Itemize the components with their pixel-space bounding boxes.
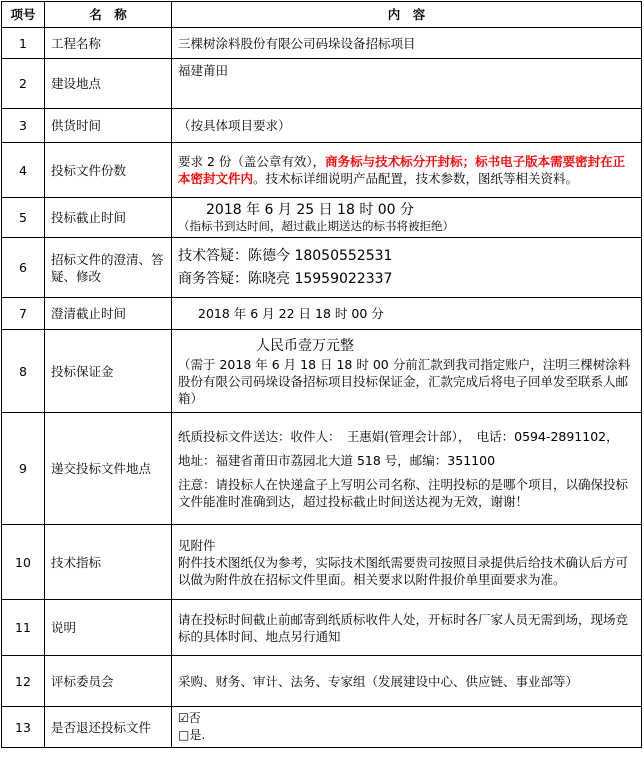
row-content: 请在投标时间截止前邮寄到纸质标收件人处，开标时各厂家人员无需到场，现场竞标的具体时间、地点另行通知	[172, 600, 642, 656]
header-content: 内 容	[172, 2, 642, 28]
header-name: 名 称	[45, 2, 172, 28]
table-row	[2, 28, 642, 59]
row-name: 递交投标文件地点	[45, 413, 172, 525]
tender-table	[1, 1, 642, 748]
delivery-notice: 注意：请投标人在快递盒子上写明公司名称、注明投标的是哪个项目，以确保投标文件能准时准确到达，超过投标截止时间送达视为无效，谢谢！	[178, 476, 629, 509]
row-content	[172, 413, 642, 525]
row-content	[172, 330, 642, 413]
row-name: 技术指标	[45, 525, 172, 600]
row-content: （按具体项目要求）	[172, 109, 642, 143]
row-name: 工程名称	[45, 28, 172, 59]
row-name: 建设地点	[45, 59, 172, 109]
deposit-amount: 人民币壹万元整	[256, 337, 354, 354]
row-name: 招标文件的澄清、答疑、修改	[45, 238, 172, 298]
row-name: 投标截止时间	[45, 198, 172, 238]
tech-requirement: 。技术标详细说明产品配置，技术参数，图纸等相关资料。	[253, 171, 579, 186]
row-content: 三棵树涂料股份有限公司码垛设备招标项目	[172, 28, 642, 59]
table-row	[2, 59, 642, 109]
deposit-note: （需于 2018 年 6 月 18 日 18 时 00 分前汇款到我司指定账户，注明三棵树涂料股份有限公司码垛设备招标项目投标保证金，汇款完成后将电子回单发至联系人邮箱）	[178, 356, 631, 406]
row-name: 供货时间	[45, 109, 172, 143]
row-number: 12	[2, 656, 45, 707]
row-number: 8	[2, 330, 45, 413]
row-content	[172, 525, 642, 600]
row-name: 是否退还投标文件	[45, 707, 172, 748]
table-row	[2, 298, 642, 330]
sealing-requirement: 商务标与技术标分开封标；标书电子版本需要密封在正本密封文件内	[178, 154, 626, 186]
row-number: 7	[2, 298, 45, 330]
table-row	[2, 238, 642, 298]
row-content	[172, 238, 642, 298]
deadline-note: （指标书到达时间，超过截止期送达的标书将被拒绝）	[178, 219, 454, 233]
delivery-address: 地址：福建省莆田市荔园北大道 518 号，邮编：351100	[178, 452, 496, 468]
row-number: 6	[2, 238, 45, 298]
recipient-info: 纸质投标文件送达：收件人： 王惠娟(管理会计部）， 电话：0594-2891102，	[178, 428, 619, 444]
row-number: 2	[2, 59, 45, 109]
row-number: 11	[2, 600, 45, 656]
row-content: 2018 年 6 月 22 日 18 时 00 分	[172, 298, 642, 330]
copies-requirement: 要求 2 份（盖公章有效），	[178, 154, 326, 169]
table-row	[2, 656, 642, 707]
tech-contact: 技术答疑：陈德今 18050552531	[178, 247, 393, 264]
table-row	[2, 413, 642, 525]
table-header	[2, 2, 642, 28]
table-row	[2, 525, 642, 600]
table-row	[2, 143, 642, 198]
row-number: 13	[2, 707, 45, 748]
row-name: 说明	[45, 600, 172, 656]
row-name: 评标委员会	[45, 656, 172, 707]
business-contact: 商务答疑：陈晓亮 15959022337	[178, 270, 393, 287]
row-content	[172, 198, 642, 238]
header-no: 项号	[2, 2, 45, 28]
deadline-time: 2018 年 6 月 25 日 18 时 00 分	[206, 202, 415, 218]
option-no-checked[interactable]: ☑否	[178, 711, 201, 725]
row-number: 3	[2, 109, 45, 143]
row-content	[172, 707, 642, 748]
row-name: 投标文件份数	[45, 143, 172, 198]
row-name: 澄清截止时间	[45, 298, 172, 330]
table-row	[2, 198, 642, 238]
attachment-note: 附件技术图纸仅为参考，实际技术图纸需要贵司按照目录提供后给技术确认后方可以做为附件放在招标文件里面。相关要求以附件报价单里面要求为准。	[178, 554, 629, 587]
table-row	[2, 600, 642, 656]
attachment-ref: 见附件	[178, 537, 216, 553]
table-row	[2, 707, 642, 748]
row-content: 福建莆田	[172, 59, 642, 109]
row-number: 9	[2, 413, 45, 525]
row-number: 5	[2, 198, 45, 238]
option-yes-unchecked[interactable]: □是.	[178, 728, 206, 742]
row-name: 投标保证金	[45, 330, 172, 413]
row-content: 采购、财务、审计、法务、专家组（发展建设中心、供应链、事业部等）	[172, 656, 642, 707]
row-content	[172, 143, 642, 198]
row-number: 10	[2, 525, 45, 600]
row-number: 1	[2, 28, 45, 59]
row-number: 4	[2, 143, 45, 198]
table-row	[2, 109, 642, 143]
table-row	[2, 330, 642, 413]
